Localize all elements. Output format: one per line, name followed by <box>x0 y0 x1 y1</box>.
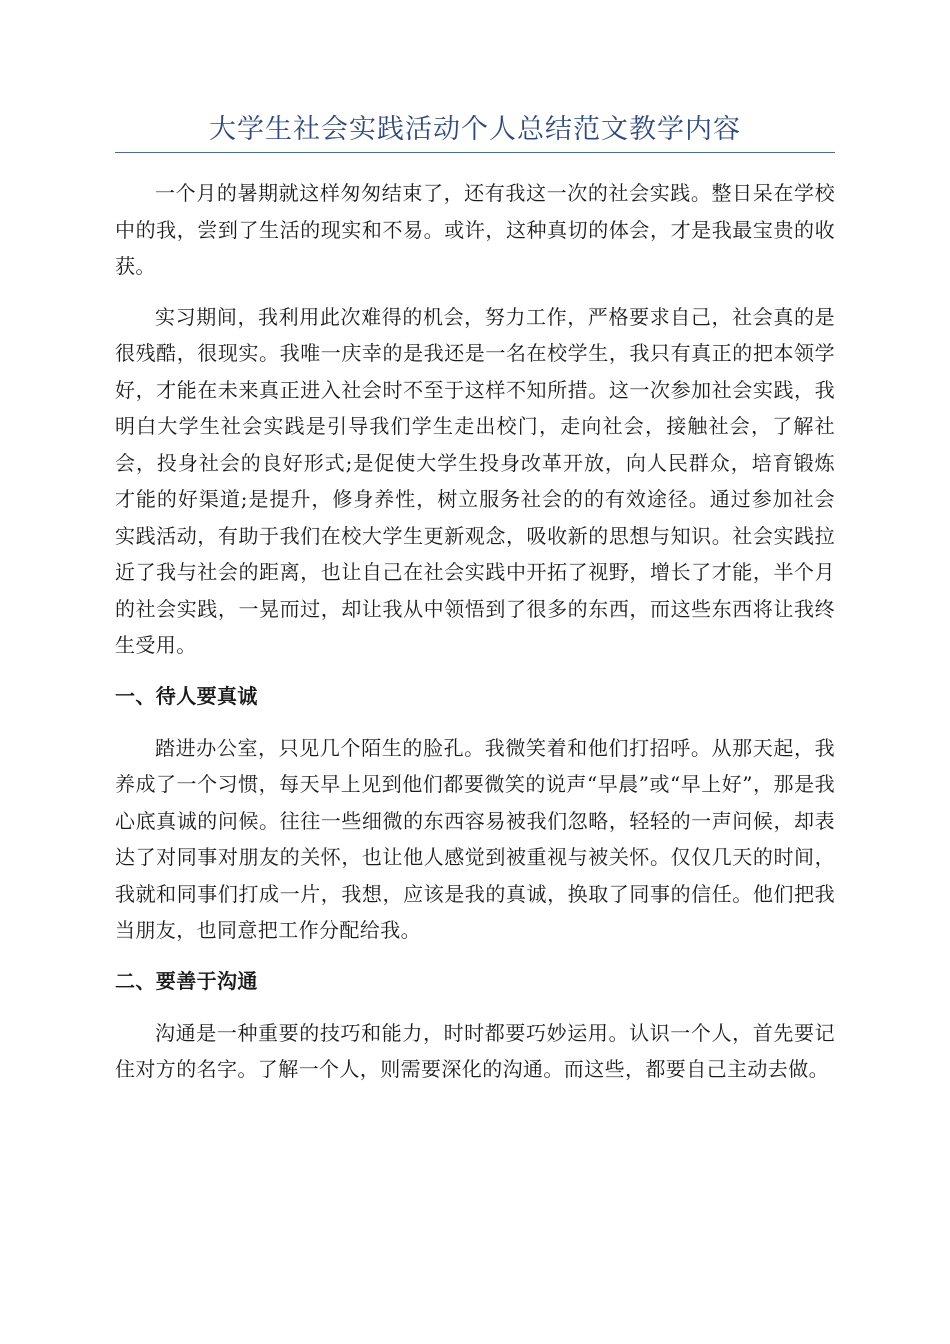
paragraph-communication: 沟通是一种重要的技巧和能力，时时都要巧妙运用。认识一个人，首先要记住对方的名字。了解一个人，则需要深化的沟通。而这些，都要自己主动去做。 <box>115 1020 835 1081</box>
paragraph-intro: 一个月的暑期就这样匆匆结束了，还有我这一次的社会实践。整日呆在学校中的我，尝到了生活的现实和不易。或许，这种真切的体会，才是我最宝贵的收获。 <box>115 181 835 278</box>
paragraph-internship: 实习期间，我利用此次难得的机会，努力工作，严格要求自己，社会真的是很残酷，很现实。我唯一庆幸的是我还是一名在校学生，我只有真正的把本领学好，才能在未来真正进入社会时不至于这样不知所措。这一次参加社会实践，我明白大学生社会实践是引导我们学生走出校门，走向社会，接触社会，了解社会，投身社会的良好形式;是促使大学生投身改革开放，向人民群众，培育锻炼才能的好渠道;是提升，修身养性，树立服务社会的的有效途径。通过参加社会实践活动，有助于我们在校大学生更新观念，吸收新的思想与知识。社会实践拉近了我与社会的距离，也让自己在社会实践中开拓了视野，增长了才能，半个月的社会实践，一晃而过，却让我从中领悟到了很多的东西，而这些东西将让我终生受用。 <box>115 304 835 657</box>
section-heading-sincerity: 一、待人要真诚 <box>115 683 258 708</box>
section-heading-communication: 二、要善于沟通 <box>115 968 258 993</box>
document-page <box>115 110 835 1102</box>
document-body <box>115 175 835 1088</box>
paragraph-sincerity: 踏进办公室，只见几个陌生的脸孔。我微笑着和他们打招呼。从那天起，我养成了一个习惯，每天早上见到他们都要微笑的说声“早晨”或“早上好”，那是我心底真诚的问候。往往一些细微的东西容易被我们忽略，轻轻的一声问候，却表达了对同事对朋友的关怀，也让他人感觉到被重视与被关怀。仅仅几天的时间，我就和同事们打成一片，我想，应该是我的真诚，换取了同事的信任。他们把我当朋友，也同意把工作分配给我。 <box>115 735 835 942</box>
document-title: 大学生社会实践活动个人总结范文教学内容 <box>115 110 835 153</box>
